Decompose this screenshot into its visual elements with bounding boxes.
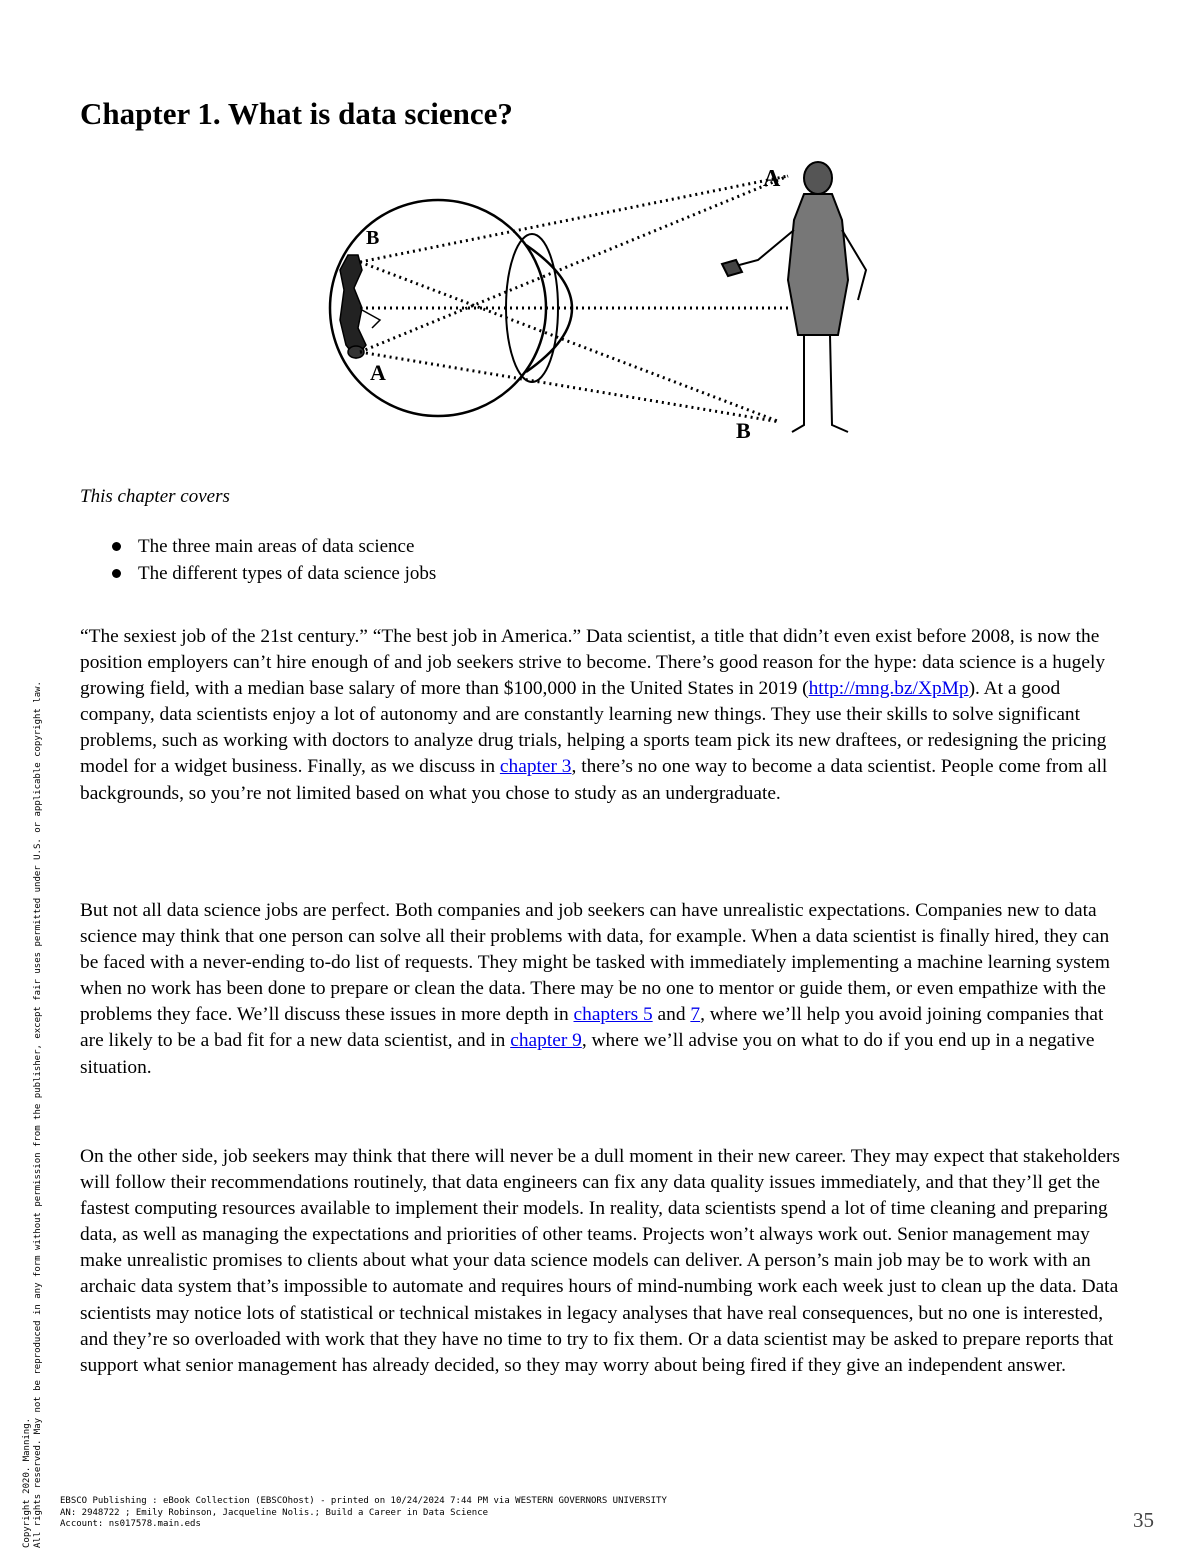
label-b-eye-top: B [366,227,380,249]
paragraph-text: But not all data science jobs are perfect. Both companies and job seekers can have unrealistic expectations. Companies new to data science may think that one person can solve all their problems with data, for example. When a data scientist is finally hired, they can be faced with a never-ending to-do list of requests. They might be tasked with immediately implementing a machine learning system when no work has been done to prepare or clean the data. There may be no one to mentor or guide them, or even empathize with the problems they face. We’ll discuss these issues in more depth in [80,900,1110,1026]
paragraph-text: , where we’ll help you avoid joining companies that are likely to be a bad fit for a new data scientist, and in [80,1004,1104,1052]
bullet-icon [112,542,121,551]
chapter-covers-heading: This chapter covers [80,486,230,507]
list-item [110,533,436,560]
copyright-line: All rights reserved. May not be reproduced in any form without permission from the publisher, except fair uses permitted under U.S. or applicable copyright law. [33,681,43,1548]
chapter-title: Chapter 1. What is data science? [80,96,513,131]
paragraph-text: ). At a good company, data scientists enjoy a lot of autonomy and are constantly learning new things. They use their skills to solve significant problems, such as working with doctors to analyze drug trials, helping a sports team pick its new draftees, or redesigning the pricing model for a widget business. Finally, as we discuss in [80,678,1107,778]
chapter-9-link[interactable]: chapter 9 [510,1030,582,1052]
copyright-notice [22,681,44,1548]
footer-line: EBSCO Publishing : eBook Collection (EBSCOhost) - printed on 10/24/2024 7:44 PM via WESTERN GOVERNORS UNIVERSITY [60,1496,667,1506]
ebsco-footer [60,1496,667,1531]
paragraph-expectations [80,898,1125,1081]
salary-link[interactable]: http://mng.bz/XpMp [808,678,969,700]
paragraph-text: “The sexiest job of the 21st century.” “The best job in America.” Data scientist, a title that didn’t even exist before 2008, is now the position employers can’t hire enough of and job seekers strive to become. There’s good reason for the hype: data science is a hugely growing field, with a median base salary of more than $100,000 in the United States in 2019 ( [80,626,1106,700]
bullet-icon [112,569,121,578]
chapter-7-link[interactable]: 7 [690,1004,701,1026]
page-number: 35 [1133,1508,1154,1532]
chapter-3-link[interactable]: chapter 3 [499,756,572,778]
chapter-covers-list [110,533,436,587]
list-item-text: The different types of data science jobs [138,563,437,584]
paragraph-text: , there’s no one way to become a data scientist. People come from all backgrounds, so you’re not limited based on what you chose to study as an undergraduate. [80,756,1108,804]
label-a-eye-bottom: A [370,360,386,385]
paragraph-intro [80,624,1125,807]
list-item-text: The three main areas of data science [138,536,415,557]
paragraph-text: and [652,1004,691,1026]
label-b-bottom: B [736,418,751,443]
copyright-line: Copyright 2020. Manning. [22,1417,32,1548]
light-rays [360,176,788,422]
paragraph-text: , where we’ll advise you on what to do if you end up in a negative situation. [80,1030,1095,1078]
footer-line: Account: ns017578.main.eds [60,1519,201,1529]
label-a-top: A [763,166,781,192]
eye-illustration [318,160,888,450]
paragraph-job-seekers: On the other side, job seekers may think that there will never be a dull moment in their new career. They may expect that stakeholders will follow their recommendations routinely, that data engineers can fix any data quality issues immediately, and that they’ll get the fastest computing resources available to implement their models. In reality, data scientists spend a lot of time cleaning and preparing data, as well as managing the expectations and priorities of other teams. Projects won’t always work out. Senior management may make unrealistic promises to clients about what your data science models can deliver. A person’s main job may be to work with an archaic data system that’s impossible to automate and requires hours of mind-numbing work each week just to clean up the data. Data scientists may notice lots of statistical or technical mistakes in legacy analyses that have real consequences, but no one is interested, and they’re so overloaded with work that they have no time to try to fix them. Or a data scientist may be asked to prepare reports that support what senior management has already decided, so they may worry about being fired if they give an independent answer. [80,1146,1120,1376]
chapter-5-link[interactable]: chapters 5 [573,1004,653,1026]
list-item [110,560,436,587]
man-figure [722,162,866,432]
footer-line: AN: 2948722 ; Emily Robinson, Jacqueline Nolis.; Build a Career in Data Science [60,1507,489,1518]
